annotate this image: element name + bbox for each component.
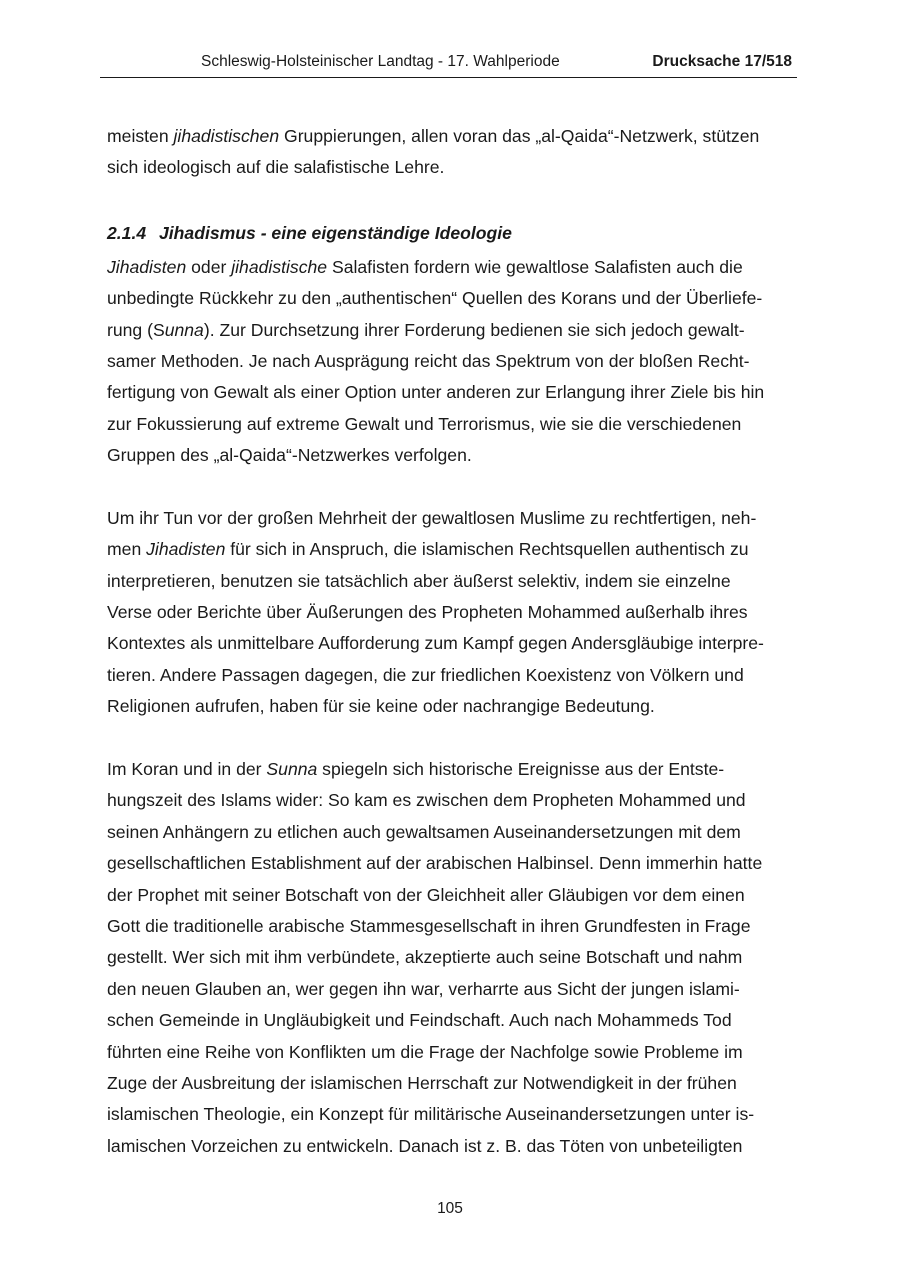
section-paragraph — [107, 252, 797, 472]
text-run: Im Koran und in der — [107, 759, 267, 780]
text-line — [107, 974, 797, 1005]
text-line — [107, 1131, 797, 1162]
text-run: men — [107, 539, 147, 560]
text-run: Kontextes als unmittelbare Aufforderung zum Kampf gegen Andersgläubige interpre- — [107, 633, 764, 654]
text-line — [107, 252, 797, 283]
text-run: Salafisten fordern wie gewaltlose Salafisten auch die — [327, 256, 743, 277]
text-line — [107, 691, 797, 722]
header-title: Schleswig-Holsteinischer Landtag - 17. Wahlperiode — [201, 53, 560, 70]
text-line — [107, 848, 797, 879]
section-paragraph — [107, 754, 797, 1162]
text-run: Um ihr Tun vor der großen Mehrheit der gewaltlosen Muslime zu rechtfertigen, neh- — [107, 507, 757, 528]
text-run: der Prophet mit seiner Botschaft von der Gleichheit aller Gläubigen vor dem einen — [107, 884, 745, 905]
text-line — [107, 409, 797, 440]
text-line — [107, 880, 797, 911]
text-line — [107, 1068, 797, 1099]
text-run: Verse oder Berichte über Äußerungen des Propheten Mohammed außerhalb ihres — [107, 602, 748, 623]
italic-text: Jihadisten — [146, 539, 226, 560]
text-line — [107, 660, 797, 691]
text-run: fertigung von Gewalt als einer Option unter anderen zur Erlangung ihrer Ziele bis hin — [107, 382, 765, 403]
italic-text: unna — [164, 319, 204, 340]
text-run: zur Fokussierung auf extreme Gewalt und Terrorismus, wie sie die verschiedenen — [107, 413, 742, 434]
text-run: lamischen Vorzeichen zu entwickeln. Danach ist z. B. das Töten von unbeteiligten — [107, 1135, 743, 1156]
text-run: islamischen Theologie, ein Konzept für militärische Auseinandersetzungen unter is- — [107, 1104, 755, 1125]
text-line — [107, 942, 797, 973]
text-line — [107, 121, 797, 152]
text-run: führten eine Reihe von Konflikten um die Frage der Nachfolge sowie Probleme im — [107, 1041, 743, 1062]
text-run: Gott die traditionelle arabische Stammesgesellschaft in ihren Grundfesten in Frage — [107, 915, 751, 936]
intro-paragraph — [107, 121, 797, 184]
text-run: gesellschaftlichen Establishment auf der arabischen Halbinsel. Denn immerhin hatte — [107, 853, 763, 874]
text-line — [107, 315, 797, 346]
text-run: spiegeln sich historische Ereignisse aus der Entste- — [317, 759, 725, 780]
italic-text: jihadistischen — [173, 126, 280, 146]
text-run: den neuen Glauben an, wer gegen ihn war, verharrte aus Sicht der jungen islami- — [107, 978, 740, 999]
section-heading — [107, 214, 797, 252]
text-line — [107, 377, 797, 408]
text-run: hungszeit des Islams wider: So kam es zwischen dem Propheten Mohammed und — [107, 790, 746, 811]
text-line — [107, 911, 797, 942]
page-body — [107, 121, 797, 1162]
text-line — [107, 597, 797, 628]
text-run: samer Methoden. Je nach Ausprägung reicht das Spektrum von der bloßen Recht- — [107, 350, 750, 371]
text-line — [107, 754, 797, 785]
text-run: sich ideologisch auf die salafistische Lehre. — [107, 157, 445, 178]
text-run: oder — [186, 256, 232, 277]
text-run: seinen Anhängern zu etlichen auch gewaltsamen Auseinandersetzungen mit dem — [107, 821, 741, 842]
text-line — [107, 566, 797, 597]
text-run: interpretieren, benutzen sie tatsächlich aber äußerst selektiv, indem sie einzelne — [107, 570, 731, 591]
paragraph-gap — [107, 723, 797, 754]
text-run: ). Zur Durchsetzung ihrer Forderung bedienen sie sich jedoch gewalt- — [203, 319, 745, 340]
text-run: Gruppierungen, allen voran das „al-Qaida“-Netzwerk, stützen — [279, 126, 760, 146]
text-line — [107, 785, 797, 816]
text-run: tieren. Andere Passagen dagegen, die zur friedlichen Koexistenz von Völkern und — [107, 664, 744, 685]
page-number: 105 — [437, 1200, 463, 1217]
italic-text: Sunna — [266, 759, 318, 780]
text-line — [107, 440, 797, 471]
text-line — [107, 1099, 797, 1130]
document-number: Drucksache 17/518 — [652, 53, 792, 70]
text-line — [107, 152, 797, 183]
text-line — [107, 503, 797, 534]
text-line — [107, 1037, 797, 1068]
text-run: Zuge der Ausbreitung der islamischen Herrschaft zur Notwendigkeit in der frühen — [107, 1072, 737, 1093]
text-run: rung (S — [107, 319, 165, 340]
paragraph-gap — [107, 472, 797, 503]
section-title: Jihadismus - eine eigenständige Ideologie — [159, 222, 512, 243]
page-header — [100, 51, 797, 78]
page-footer — [0, 1198, 900, 1220]
text-run: für sich in Anspruch, die islamischen Rechtsquellen authentisch zu — [225, 539, 749, 560]
text-line — [107, 283, 797, 314]
section-number: 2.1.4 — [107, 222, 147, 243]
text-run: Gruppen des „al-Qaida“-Netzwerkes verfolgen. — [107, 445, 472, 466]
section-body — [107, 252, 797, 1162]
text-line — [107, 346, 797, 377]
text-run: Religionen aufrufen, haben für sie keine oder nachrangige Bedeutung. — [107, 696, 655, 717]
text-run: unbedingte Rückkehr zu den „authentischen“ Quellen des Korans und der Überliefe- — [107, 288, 763, 309]
text-line — [107, 817, 797, 848]
italic-text: jihadistische — [231, 256, 328, 277]
section-paragraph — [107, 503, 797, 723]
text-run: meisten — [107, 126, 174, 146]
text-line — [107, 628, 797, 659]
text-run: gestellt. Wer sich mit ihm verbündete, akzeptierte auch seine Botschaft und nahm — [107, 947, 743, 968]
italic-text: Jihadisten — [107, 256, 187, 277]
paragraph-gap — [107, 184, 797, 214]
text-run: schen Gemeinde in Ungläubigkeit und Feindschaft. Auch nach Mohammeds Tod — [107, 1010, 732, 1031]
text-line — [107, 534, 797, 565]
text-line — [107, 1005, 797, 1036]
